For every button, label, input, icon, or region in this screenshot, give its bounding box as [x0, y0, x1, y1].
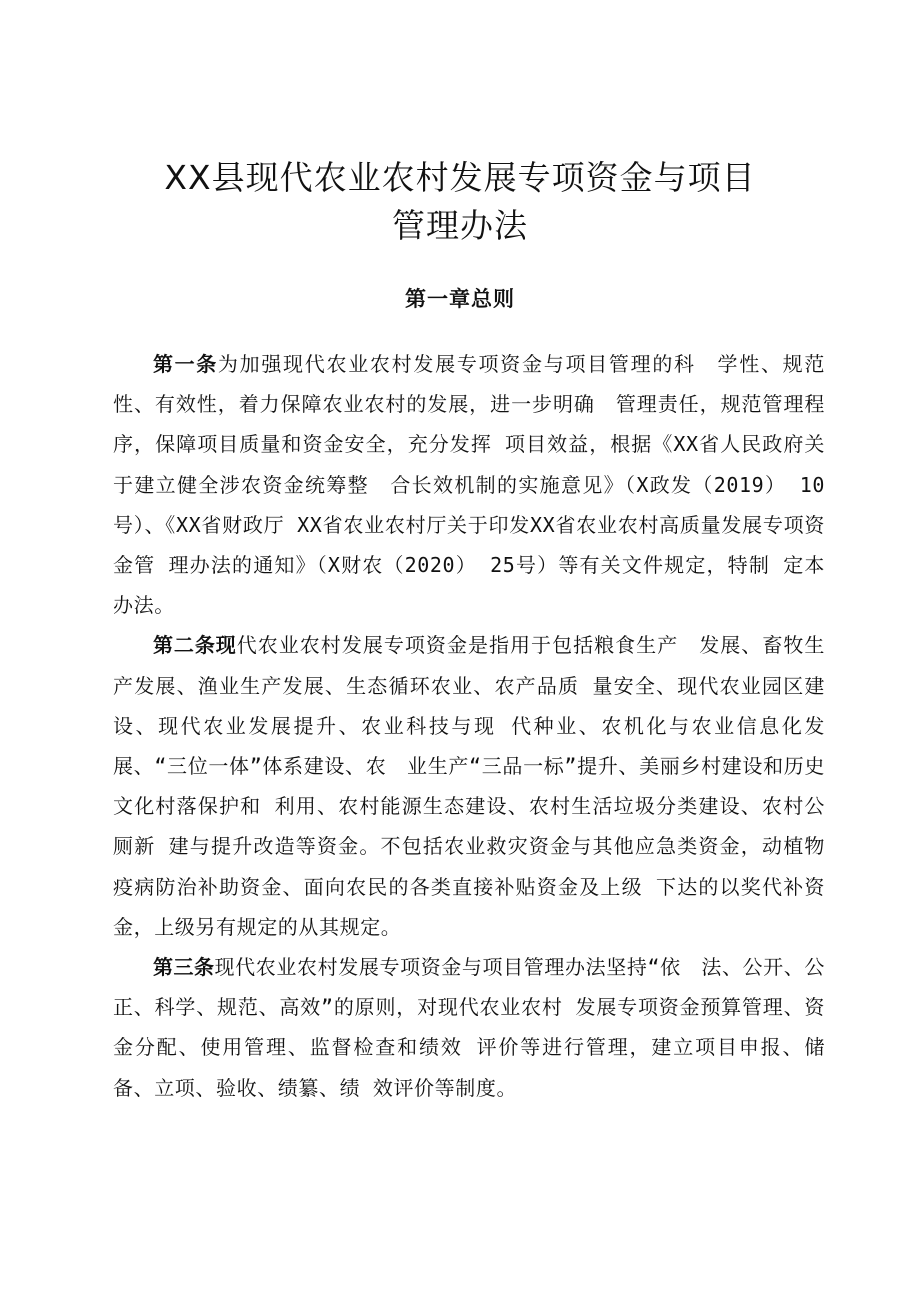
article-2-label: 第二条现	[153, 633, 237, 658]
document-title-line-2: 管理办法	[392, 206, 528, 246]
article-3-label: 第三条	[153, 955, 215, 980]
article-3	[113, 947, 825, 1108]
document-body	[113, 344, 825, 1108]
article-1-text: 为加强现代农业农村发展专项资金与项目管理的科 学性、规范性、有效性，着力保障农业农村的发展，进一步明确 管理责任，规范管理程序，保障项目质量和资金安全，充分发挥 项目效益，根据《XX省人民政府关于建立健全涉农资金统筹整 合长效机制的实施意见》（X政发（2019） 10号）、《XX省财政厅 XX省农业农村厅关于印发XX省农业农村高质量发展专项资金管 理办法的通知》（X财农（2020） 25号）等有关文件规定，特制 定本办法。	[113, 352, 825, 618]
chapter-heading: 第一章总则	[405, 287, 515, 311]
document-title	[0, 154, 920, 250]
article-2	[113, 625, 825, 947]
article-1	[113, 344, 825, 625]
document-title-line-1: XX县现代农业农村发展专项资金与项目	[164, 158, 756, 198]
article-2-text: 代农业农村发展专项资金是指用于包括粮食生产 发展、畜牧生产发展、渔业生产发展、生态循环农业、农产品质 量安全、现代农业园区建设、现代农业发展提升、农业科技与现 代种业、农机化与农业信息化发展、“三位一体”体系建设、农 业生产“三品一标”提升、美丽乡村建设和历史文化村落保护和 利用、农村能源生态建设、农村生活垃圾分类建设、农村公厕新 建与提升改造等资金。不包括农业救灾资金与其他应急类资金，动植物疫病防治补助资金、面向农民的各类直接补贴资金及上级 下达的以奖代补资金，上级另有规定的从其规定。	[113, 633, 825, 939]
article-3-text: 现代农业农村发展专项资金与项目管理办法坚持“依 法、公开、公正、科学、规范、高效”的原则，对现代农业农村 发展专项资金预算管理、资金分配、使用管理、监督检查和绩效 评价等进行管理，建立项目申报、储备、立项、验收、绩纂、绩 效评价等制度。	[113, 955, 825, 1100]
article-1-label: 第一条	[153, 352, 218, 376]
